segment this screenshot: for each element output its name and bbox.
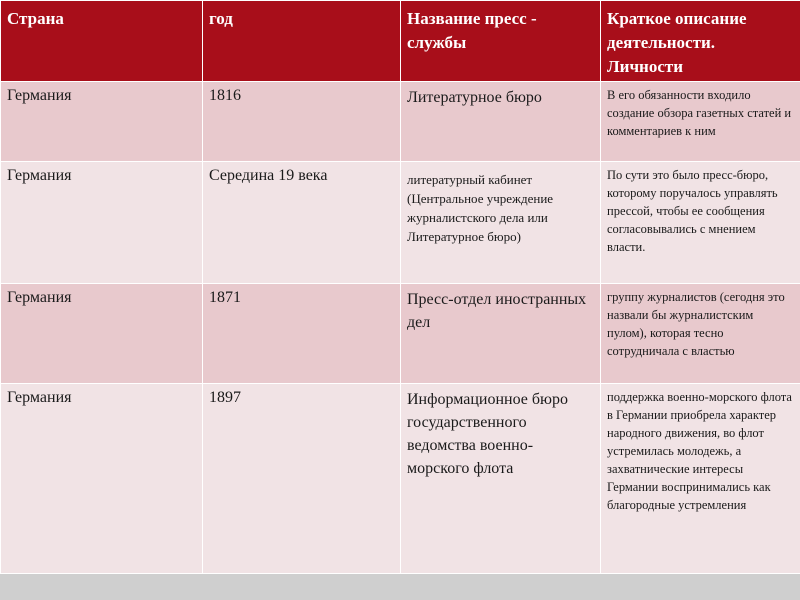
table-header-row [1,1,800,82]
cell-service-name: Литературное бюро [401,82,601,162]
cell-country: Германия [1,384,203,574]
cell-year: Середина 19 века [203,162,401,284]
table-row [1,384,800,574]
header-year: год [203,1,401,82]
cell-country: Германия [1,162,203,284]
table-row [1,162,800,284]
cell-description: По сути это было пресс-бюро, которому поручалось управлять прессой, чтобы ее сообщения согласовывались с мнением власти. [601,162,800,284]
cell-country: Германия [1,284,203,384]
table-row [1,82,800,162]
cell-year: 1897 [203,384,401,574]
cell-country: Германия [1,82,203,162]
cell-service-name: Информационное бюро государственного ведомства военно-морского флота [401,384,601,574]
header-country: Страна [1,1,203,82]
cell-service-name: Пресс-отдел иностранных дел [401,284,601,384]
header-description: Краткое описание деятельности. Личности [601,1,800,82]
slide-bottom-band [0,572,800,600]
table-row [1,284,800,384]
header-service-name: Название пресс - службы [401,1,601,82]
cell-description: В его обязанности входило создание обзора газетных статей и комментариев к ним [601,82,800,162]
cell-service-name: литературный кабинет (Центральное учреждение журналистского дела или Литературное бюро) [401,162,601,284]
cell-year: 1816 [203,82,401,162]
cell-year: 1871 [203,284,401,384]
cell-description: поддержка военно-морского флота в Германии приобрела характер народного движения, во флот устремилась молодежь, а захватнические интересы Германии воспринимались как благородные устремления [601,384,800,574]
cell-description: группу журналистов (сегодня это назвали бы журналистским пулом), которая тесно сотрудничала с властью [601,284,800,384]
